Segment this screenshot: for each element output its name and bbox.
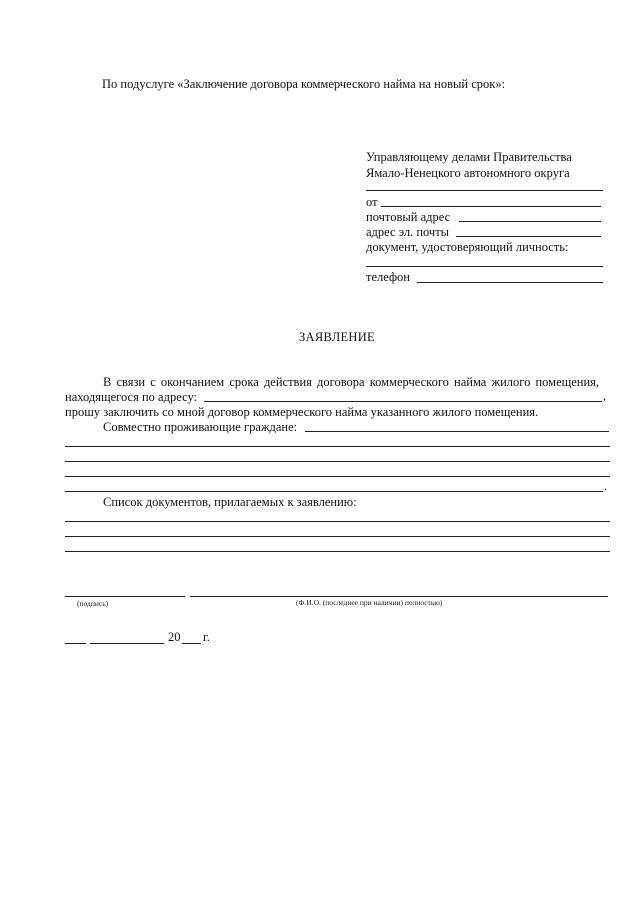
email-field[interactable] bbox=[456, 236, 601, 237]
id-document-field[interactable] bbox=[366, 266, 603, 267]
documents-label: Список документов, прилагаемых к заявлению: bbox=[103, 495, 357, 509]
date-month-field[interactable] bbox=[90, 643, 164, 644]
from-field[interactable] bbox=[381, 206, 601, 207]
postal-address-field[interactable] bbox=[459, 221, 601, 222]
id-document-label: документ, удостоверяющий личность: bbox=[366, 240, 569, 254]
documents-field-line-3[interactable] bbox=[65, 551, 610, 552]
postal-address-label: почтовый адрес bbox=[366, 210, 451, 224]
cohabitants-field-line-5[interactable] bbox=[65, 491, 603, 492]
cohabitants-label: Совместно проживающие граждане: bbox=[103, 420, 298, 434]
address-label: находящегося по адресу: bbox=[65, 390, 198, 404]
addressee-line-1: Управляющему делами Правительства bbox=[366, 150, 572, 164]
phone-field[interactable] bbox=[417, 282, 603, 283]
cohabitants-period: . bbox=[604, 479, 608, 493]
document-title: ЗАЯВЛЕНИЕ bbox=[299, 330, 375, 344]
documents-field-line-2[interactable] bbox=[65, 536, 610, 537]
cohabitants-field-line-3[interactable] bbox=[65, 461, 610, 462]
cohabitants-field-line-2[interactable] bbox=[65, 446, 610, 447]
from-label: от bbox=[366, 195, 378, 209]
addressee-blank-line[interactable] bbox=[366, 190, 603, 191]
property-address-field[interactable] bbox=[204, 401, 602, 402]
signature-field[interactable] bbox=[65, 596, 185, 597]
body-paragraph-line-1: В связи с окончанием срока действия договора коммерческого найма жилого помещения, bbox=[103, 375, 600, 389]
full-name-field[interactable] bbox=[190, 596, 608, 597]
addressee-line-2: Ямало-Ненецкого автономного округа bbox=[366, 166, 570, 180]
signature-caption: (подпись) bbox=[77, 599, 109, 608]
cohabitants-field-line-1[interactable] bbox=[305, 431, 609, 432]
subservice-heading: По подуслуге «Заключение договора коммерческого найма на новый срок»: bbox=[102, 77, 506, 91]
date-year-field[interactable] bbox=[182, 643, 201, 644]
cohabitants-field-line-4[interactable] bbox=[65, 476, 610, 477]
date-day-field[interactable] bbox=[65, 643, 86, 644]
full-name-caption: (Ф.И.О. (последнее при наличии) полностью) bbox=[296, 598, 443, 607]
documents-field-line-1[interactable] bbox=[65, 521, 610, 522]
email-label: адрес эл. почты bbox=[366, 225, 450, 239]
address-comma: , bbox=[603, 389, 607, 403]
date-year-suffix: г. bbox=[203, 630, 210, 644]
date-year-prefix: 20 bbox=[168, 630, 181, 644]
body-paragraph-line-3: прошу заключить со мной договор коммерческого найма указанного жилого помещения. bbox=[65, 405, 539, 419]
phone-label: телефон bbox=[366, 270, 410, 284]
